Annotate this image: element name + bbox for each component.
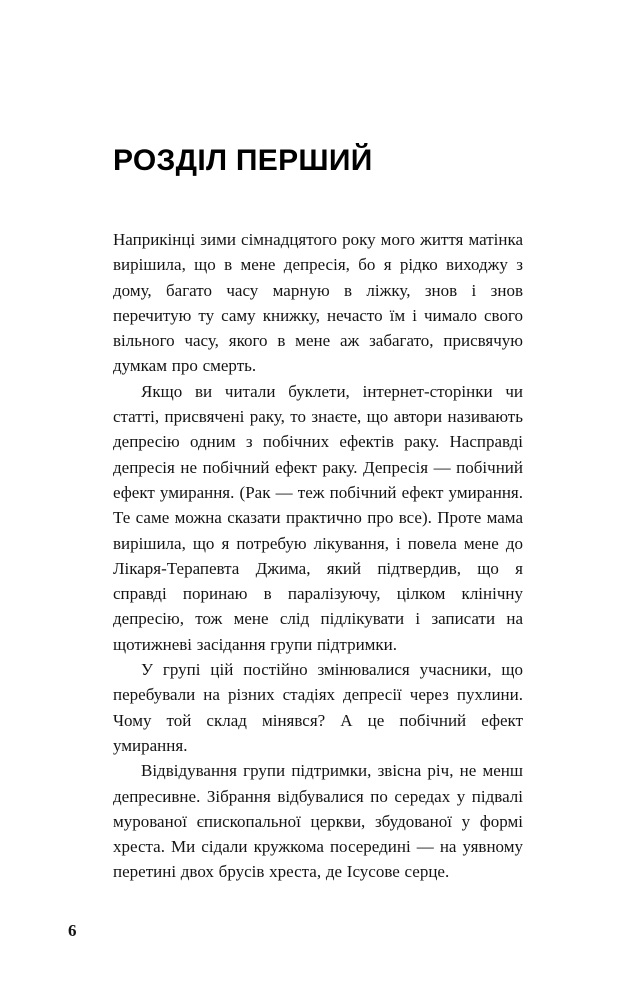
paragraph: Відвідування групи підтримки, звісна річ, не менш депресивне. Зібрання відбувалися по середах у підвалі мурованої єпископальної церкви, збудованої у формі хреста. Ми сідали кружкома посередині — на уявному перетині двох брусів хреста, де Ісусове серце. (113, 761, 523, 882)
chapter-heading: РОЗДІЛ ПЕРШИЙ (113, 144, 373, 177)
chapter-body (113, 227, 523, 885)
paragraph: У групі цій постійно змінювалися учасники, що перебували на різних стадіях депресії через пухлини. Чому той склад мінявся? А це побічний ефект умирання. (113, 660, 523, 755)
paragraph: Якщо ви читали буклети, інтернет-сторінки чи статті, присвячені раку, то знаєте, що автори називають депресію одним з побічних ефектів раку. Насправді депресія не побічний ефект раку. Депресія — побічний ефект умирання. (Рак — теж побічний ефект умирання. Те саме можна сказати практично про все). Проте мама вирішила, що я потребую лікування, і повела мене до Лікаря-Терапевта Джима, який підтвердив, що я справді поринаю в паралізуючу, цілком клінічну депресію, тож мене слід підлікувати і записати на щотижневі засідання групи підтримки. (113, 381, 523, 654)
page-number: 6 (68, 921, 77, 940)
paragraph: Наприкінці зими сімнадцятого року мого життя матінка вирішила, що в мене депресія, бо я рідко виходжу з дому, багато часу марную в ліжку, знов і знов перечитую ту саму книжку, нечасто їм і чимало свого вільного часу, якого в мене аж забагато, присвячую думкам про смерть. (113, 230, 523, 376)
